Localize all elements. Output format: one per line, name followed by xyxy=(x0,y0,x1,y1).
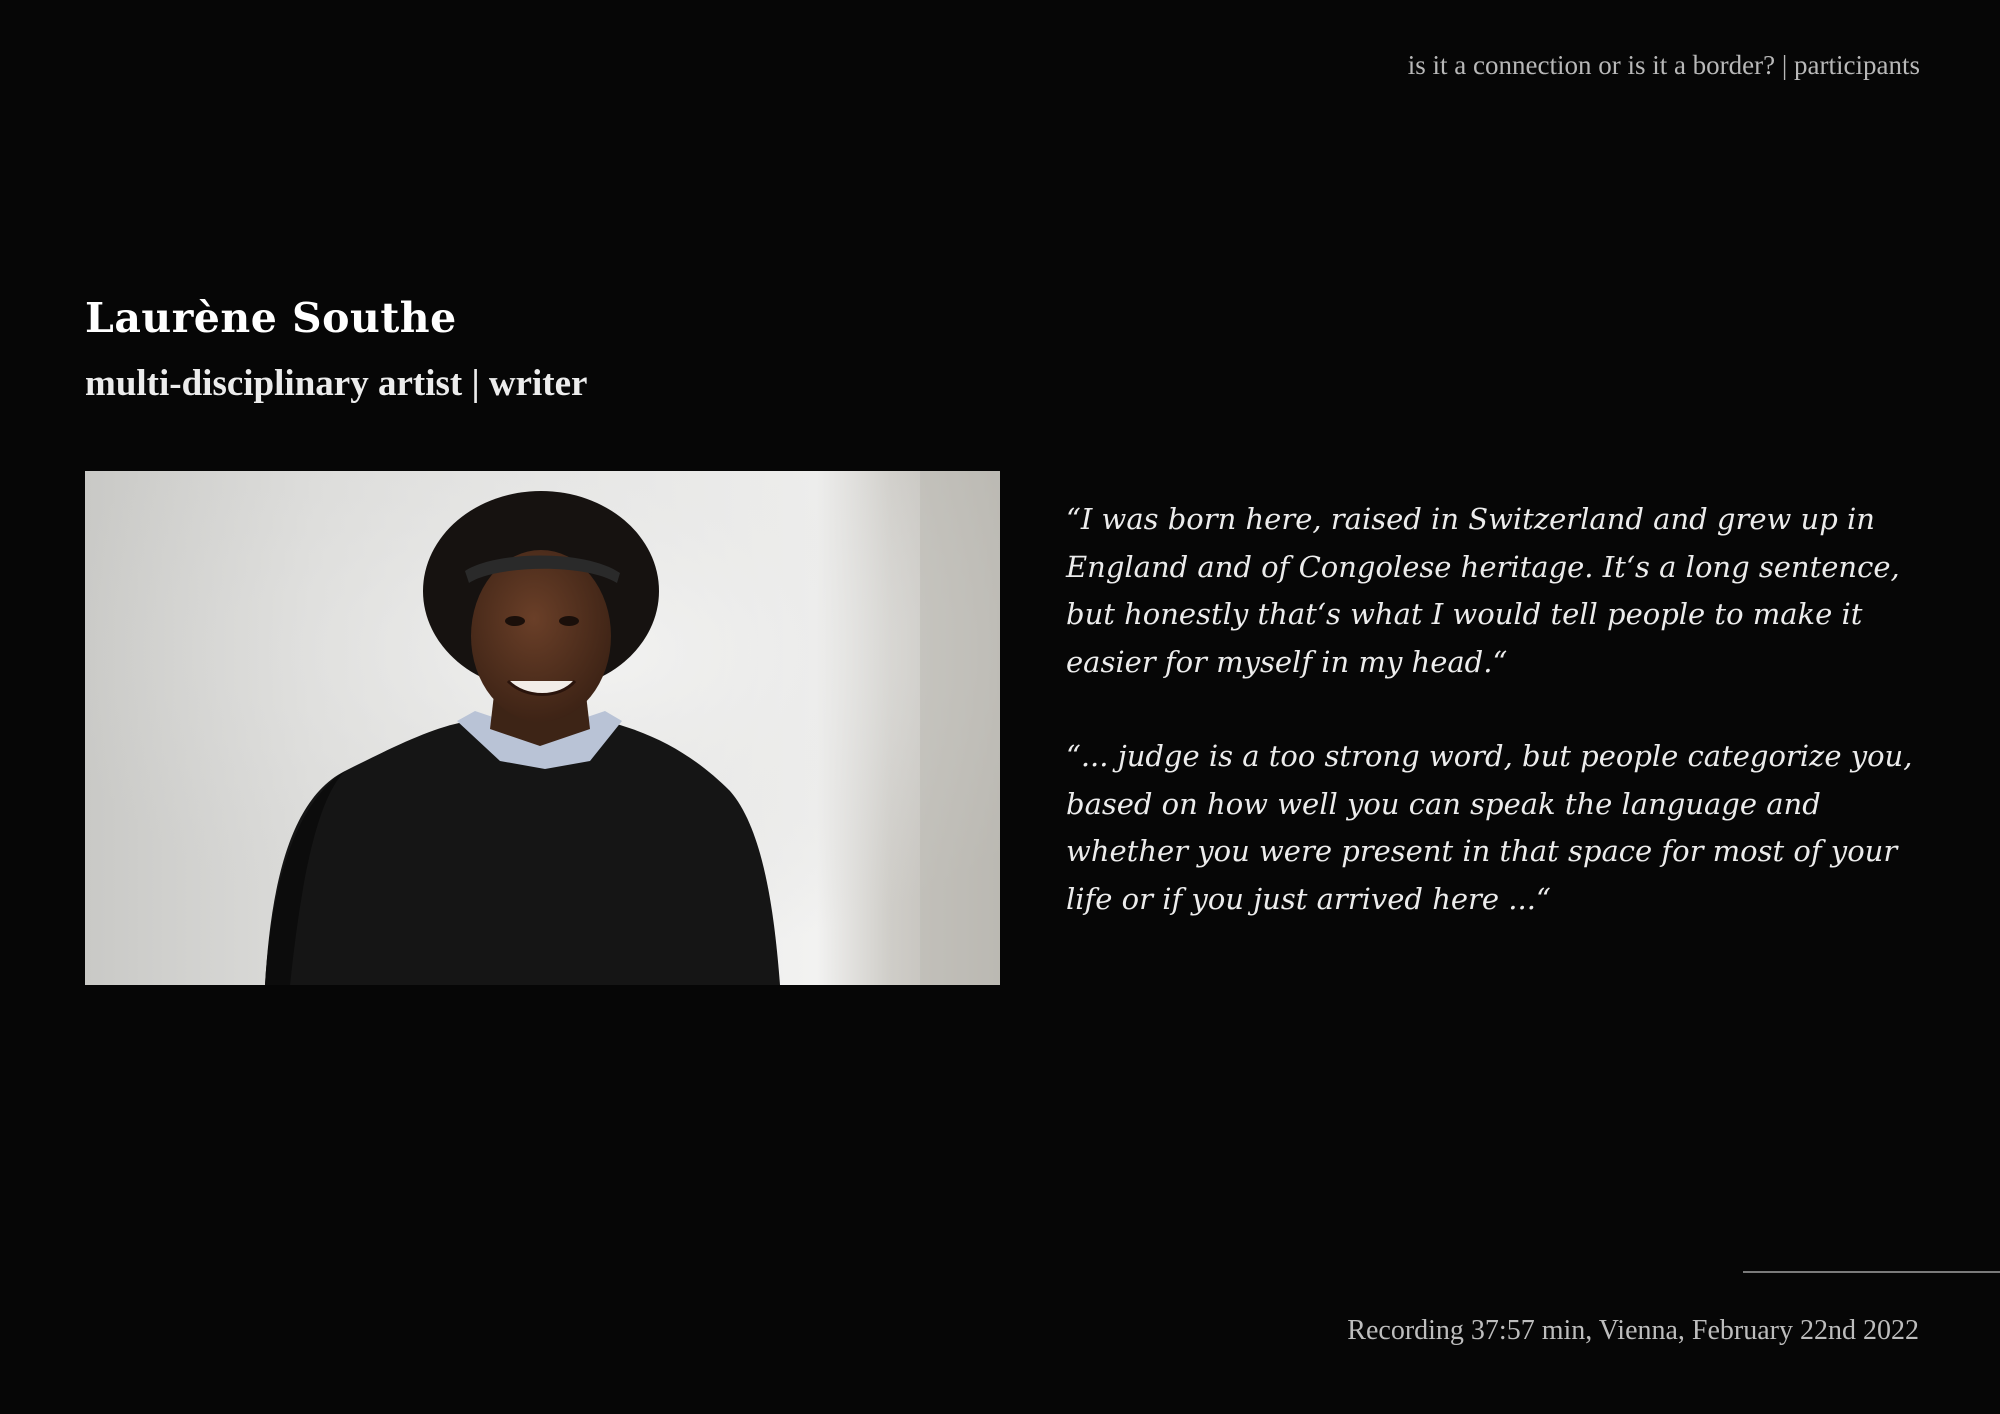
recording-info: Recording 37:57 min, Vienna, February 22nd 2022 xyxy=(1347,1315,1919,1346)
quote-1: “I was born here, raised in Switzerland and grew up in England and of Congolese heritage. It‘s a long sentence, but honestly that‘s what I would tell people to make it easier for myself in my head.“ xyxy=(1066,502,1900,679)
footer-divider xyxy=(1743,1271,2000,1273)
interview-quotes xyxy=(1066,496,1926,970)
participant-role: multi-disciplinary artist | writer xyxy=(85,363,588,404)
series-title: is it a connection or is it a border? | participants xyxy=(1407,50,1920,80)
quote-2: “... judge is a too strong word, but people categorize you, based on how well you can speak the language and whether you were present in that space for most of your life or if you just arrived here ...“ xyxy=(1066,739,1913,916)
participant-name: Laurène Southe xyxy=(85,294,457,342)
participant-portrait-photo xyxy=(85,471,1000,985)
